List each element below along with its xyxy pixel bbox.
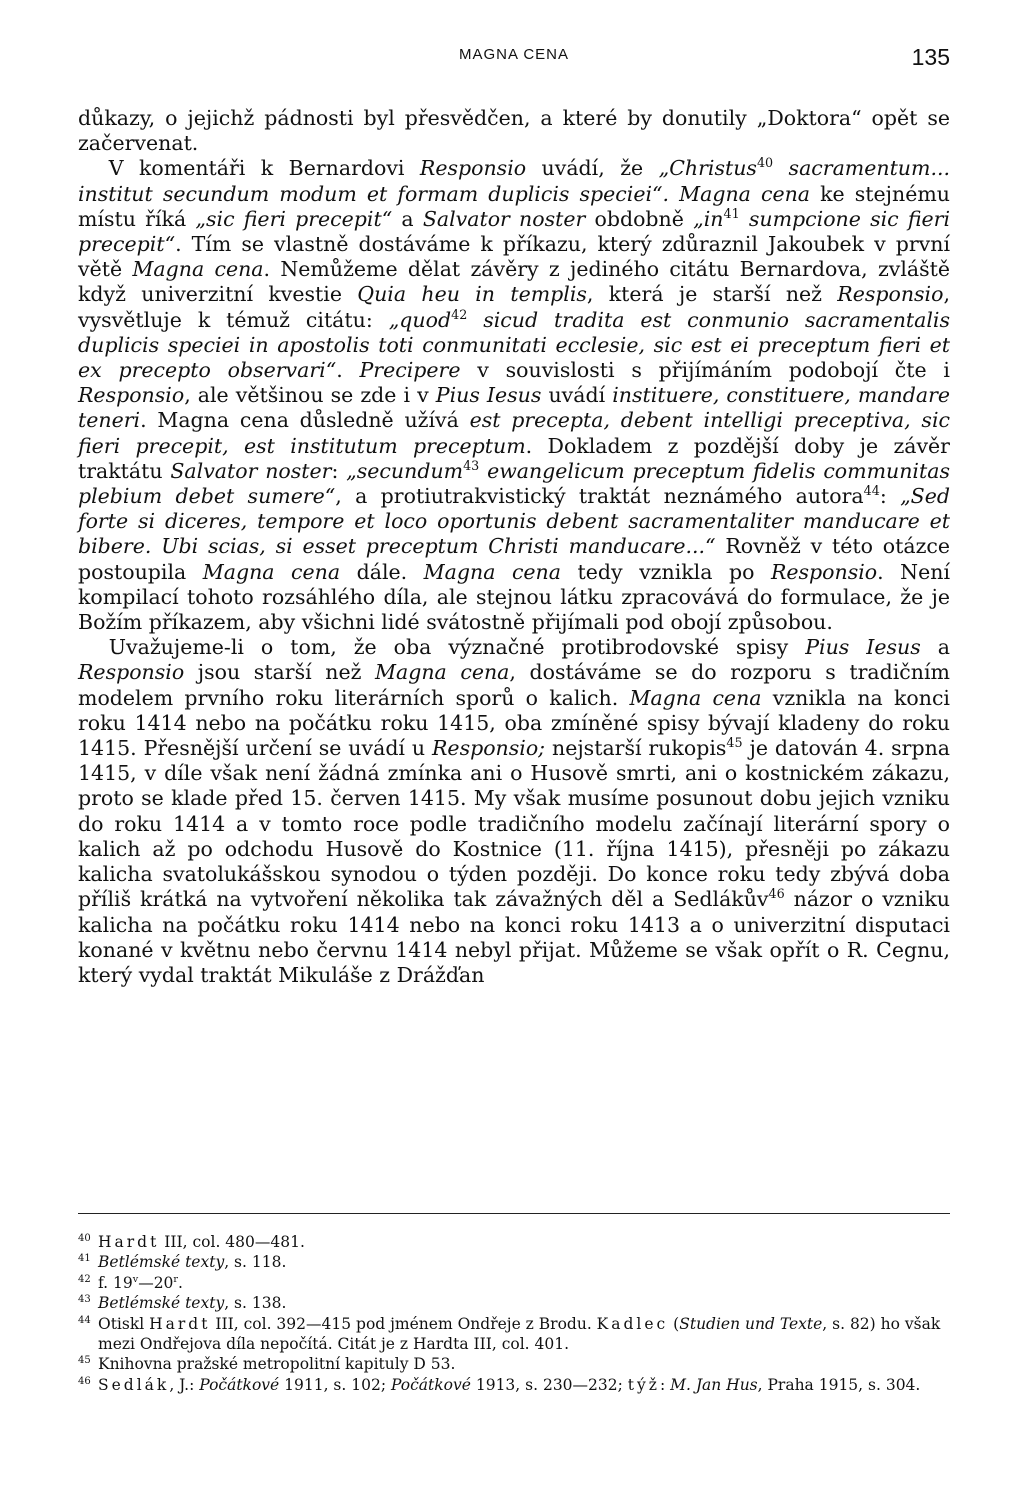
- italic-text: „in: [693, 206, 724, 231]
- text-run: Kadlec: [596, 1314, 669, 1333]
- superscript: 45: [726, 735, 743, 751]
- footnote: [78, 1293, 950, 1313]
- text-run: Rovněž v této otázce postoupila: [78, 534, 950, 584]
- text-run: , s. 118.: [224, 1253, 287, 1272]
- text-run: , s. 138.: [224, 1294, 287, 1313]
- italic-text: sumpcione sic fieri precepit“: [78, 206, 951, 257]
- text-run: v souvislosti s přijímáním podobojí čte i: [460, 358, 950, 383]
- text-run: , a protiutrakvistický traktát neznámého autora: [335, 484, 864, 509]
- italic-text: ewangelicum preceptum fidelis communitas plebium debet sumere“: [78, 458, 950, 509]
- superscript: 41: [723, 205, 740, 221]
- text-run: tedy vznikla po: [561, 559, 771, 584]
- running-header: [78, 44, 950, 80]
- italic-text: „secundum: [346, 458, 464, 483]
- text-run: .: [178, 1273, 183, 1292]
- italic-text: Betlémské texty: [98, 1294, 225, 1313]
- text-run: Hardt: [98, 1233, 160, 1251]
- italic-text: „quod: [388, 307, 452, 332]
- italic-text: Precipere: [359, 358, 461, 383]
- footnote: [78, 1232, 950, 1252]
- superscript: v: [132, 1273, 139, 1285]
- superscript: 40: [756, 155, 774, 171]
- text-run: a: [920, 635, 950, 660]
- text-run: uvádí, že: [526, 156, 659, 181]
- footnote-number: 42: [78, 1273, 91, 1285]
- superscript: r: [173, 1273, 179, 1285]
- text-run: , dostáváme se do rozporu s tradičním modelem prvního roku literárních sporů o kalich.: [78, 660, 950, 710]
- footnote: [78, 1354, 950, 1374]
- footnote-number: 44: [78, 1314, 91, 1326]
- text-run: 1911, s. 102;: [279, 1375, 391, 1394]
- footnote-number: 46: [78, 1375, 91, 1387]
- italic-text: Responsio: [770, 559, 878, 584]
- italic-text: Počátkové: [199, 1375, 280, 1394]
- italic-text: Studien und Texte: [679, 1314, 823, 1333]
- italic-text: Magna cena: [629, 685, 762, 710]
- italic-text: Responsio: [419, 156, 527, 181]
- text-run: , Praha 1915, s. 304.: [757, 1375, 921, 1394]
- body-text: [78, 106, 950, 988]
- paragraph: [78, 156, 950, 635]
- text-run: . Nemůžeme dělat závěry z jediného citátu Bernardova, zvláště když univerzitní kvestie: [78, 257, 950, 307]
- superscript: 43: [463, 458, 480, 474]
- footnote-text: [98, 1375, 950, 1395]
- italic-text: sacramentum... institut secundum modum et formam duplicis speciei“.: [78, 156, 950, 206]
- text-run: (: [668, 1314, 680, 1333]
- italic-text: „Sed forte si diceres, tempore et loco oportunis debent sacramentaliter manducare et bibere. Ubi scias, si esset preceptum Christi manducare...“: [78, 484, 950, 559]
- text-run: .: [336, 358, 360, 383]
- text-run: :: [659, 1375, 671, 1394]
- text-run: , s. 82) ho však mezi Ondřejova díla nepočítá. Citát je z Hardta III, col. 401.: [98, 1314, 941, 1354]
- italic-text: Magna cena: [202, 559, 341, 584]
- text-run: je datován 4. srpna 1415, v díle však není žádná zmínka ani o Husově smrti, ani o kostnickém zákazu, proto se klade před 15. červen 1415. My však musíme posunout dobu jejich vzniku do roku 1414 a v tomto roce podle tradičního modelu začínají literární spory o kalich až po odchodu Husově do Kostnice (11. října 1415), přesněji po zákazu kalicha svatolukášskou synodou o týden později. Do konce roku tedy zbývá doba příliš krátká na vytvoření několika tak závažných děl a Sedlákův: [78, 736, 951, 912]
- italic-text: „Christus: [658, 156, 757, 181]
- text-run: . Dokladem z pozdější doby je závěr traktátu: [78, 433, 950, 483]
- text-run: jsou starší než: [184, 660, 375, 685]
- footnote-divider: [78, 1213, 950, 1214]
- text-run: , která je starší než: [586, 282, 838, 307]
- text-run: Uvažujeme-li o tom, že oba význačné protibrodovské spisy: [108, 635, 806, 660]
- footnote: [78, 1314, 950, 1355]
- text-run: III, col. 392—415 pod jménem Ondřeje z Brodu.: [210, 1314, 597, 1333]
- italic-text: Responsio: [78, 383, 185, 408]
- italic-text: M. Jan Hus: [670, 1375, 758, 1394]
- footnote-number: 41: [78, 1253, 91, 1265]
- italic-text: Počátkové: [390, 1375, 471, 1394]
- italic-text: „sic fieri precepit“: [195, 206, 393, 231]
- text-run: 1913, s. 230—232;: [470, 1375, 628, 1394]
- footnote: [78, 1273, 950, 1293]
- italic-text: Responsio: [837, 282, 944, 307]
- text-run: a: [392, 206, 423, 231]
- footnote-text: [98, 1232, 950, 1252]
- italic-text: Magna cena: [132, 257, 264, 282]
- superscript: 42: [451, 306, 468, 322]
- italic-text: Betlémské texty: [98, 1253, 225, 1272]
- text-run: , ale většinou se zde i v: [184, 383, 436, 408]
- footnote-text: [98, 1314, 950, 1355]
- italic-text: Pius Iesus: [435, 383, 542, 408]
- italic-text: Magna cena: [423, 559, 561, 584]
- paragraph: [78, 106, 950, 156]
- text-run: f. 19: [98, 1273, 133, 1292]
- text-run: Otiskl: [98, 1314, 150, 1333]
- text-run: obdobně: [585, 206, 694, 231]
- footnote-number: 43: [78, 1294, 91, 1306]
- footnotes: [78, 1232, 950, 1395]
- italic-text: sicud tradita est conmunio sacramentalis duplicis speciei in apostolis toti conmunitati ecclesie, sic est ei preceptum fieri et ex precepto observari“: [78, 307, 950, 383]
- text-run: ke stejnému místu říká: [78, 181, 951, 231]
- italic-text: Salvator noster: [422, 206, 586, 231]
- italic-text: Salvator noster: [170, 458, 332, 483]
- superscript: 46: [768, 886, 785, 902]
- text-run: vznikla na konci roku 1414 nebo na počátku roku 1415, oba zmíněné spisy bývají kladeny do roku 1415. Přesnější určení se uvádí u: [78, 685, 950, 761]
- paragraph: [78, 635, 950, 988]
- text-run: [669, 182, 679, 206]
- italic-text: Pius Iesus: [805, 635, 921, 660]
- footnote: [78, 1375, 950, 1395]
- text-run: dále.: [340, 559, 424, 584]
- italic-text: instituere, constituere, mandare teneri: [78, 383, 950, 433]
- text-run: Knihovna pražské metropolitní kapituly D 53.: [98, 1355, 456, 1374]
- text-run: :: [879, 484, 901, 509]
- text-run: nejstarší rukopis: [545, 736, 727, 761]
- footnote-text: [98, 1252, 950, 1272]
- text-run: III, col. 480—481.: [159, 1233, 305, 1251]
- footnote-number: 45: [78, 1355, 91, 1367]
- text-run: důkazy, o jejichž pádnosti byl přesvědčen, a které by donutily „Doktora“ opět se začervenat.: [78, 106, 950, 156]
- text-run: :: [331, 458, 347, 483]
- italic-text: Magna cena: [375, 660, 510, 685]
- italic-text: Responsio;: [432, 736, 546, 761]
- footnote-text: [98, 1354, 950, 1374]
- italic-text: est precepta, debent intelligi preceptiva, sic fieri precepit, est institutum preceptum: [78, 408, 950, 458]
- text-run: . Magna cena důsledně užívá: [140, 408, 470, 433]
- footnote-text: [98, 1273, 950, 1293]
- text-run: uvádí: [541, 383, 613, 408]
- text-run: . Tím se vlastně dostáváme k příkazu, který zdůraznil Jakoubek v první větě: [78, 232, 950, 282]
- footnote: [78, 1252, 950, 1272]
- text-run: Hardt: [149, 1314, 211, 1333]
- text-run: týž: [627, 1375, 660, 1394]
- italic-text: Responsio: [78, 660, 185, 685]
- footnote-text: [98, 1293, 950, 1313]
- superscript: 44: [863, 483, 880, 499]
- running-title: MAGNA CENA: [458, 46, 570, 63]
- text-run: V komentáři k Bernardovi: [108, 156, 420, 181]
- text-run: . Není kompilací tohoto rozsáhlého díla, ale stejnou látku zpracovává do formulace, že je Božím příkazem, aby všichni lidé svátostně přijímali pod obojí způsobou.: [78, 559, 951, 635]
- italic-text: Quia heu in templis: [357, 282, 587, 307]
- text-run: názor o vzniku kalicha na počátku roku 1414 nebo na konci roku 1413 a o univerzitní disputaci konané v květnu nebo červnu 1414 nebyl přijat. Můžeme se však opřít o R. Cegnu, který vydal traktát Mikuláše z Drážďan: [78, 887, 950, 987]
- italic-text: Magna cena: [679, 181, 811, 206]
- text-run: , J.:: [169, 1375, 200, 1394]
- text-run: —20: [138, 1273, 174, 1292]
- footnote-number: 40: [78, 1233, 91, 1244]
- text-run: Sedlák: [98, 1375, 170, 1394]
- page-number: 135: [911, 44, 950, 70]
- text-run: , vysvětluje k témuž citátu:: [78, 282, 950, 332]
